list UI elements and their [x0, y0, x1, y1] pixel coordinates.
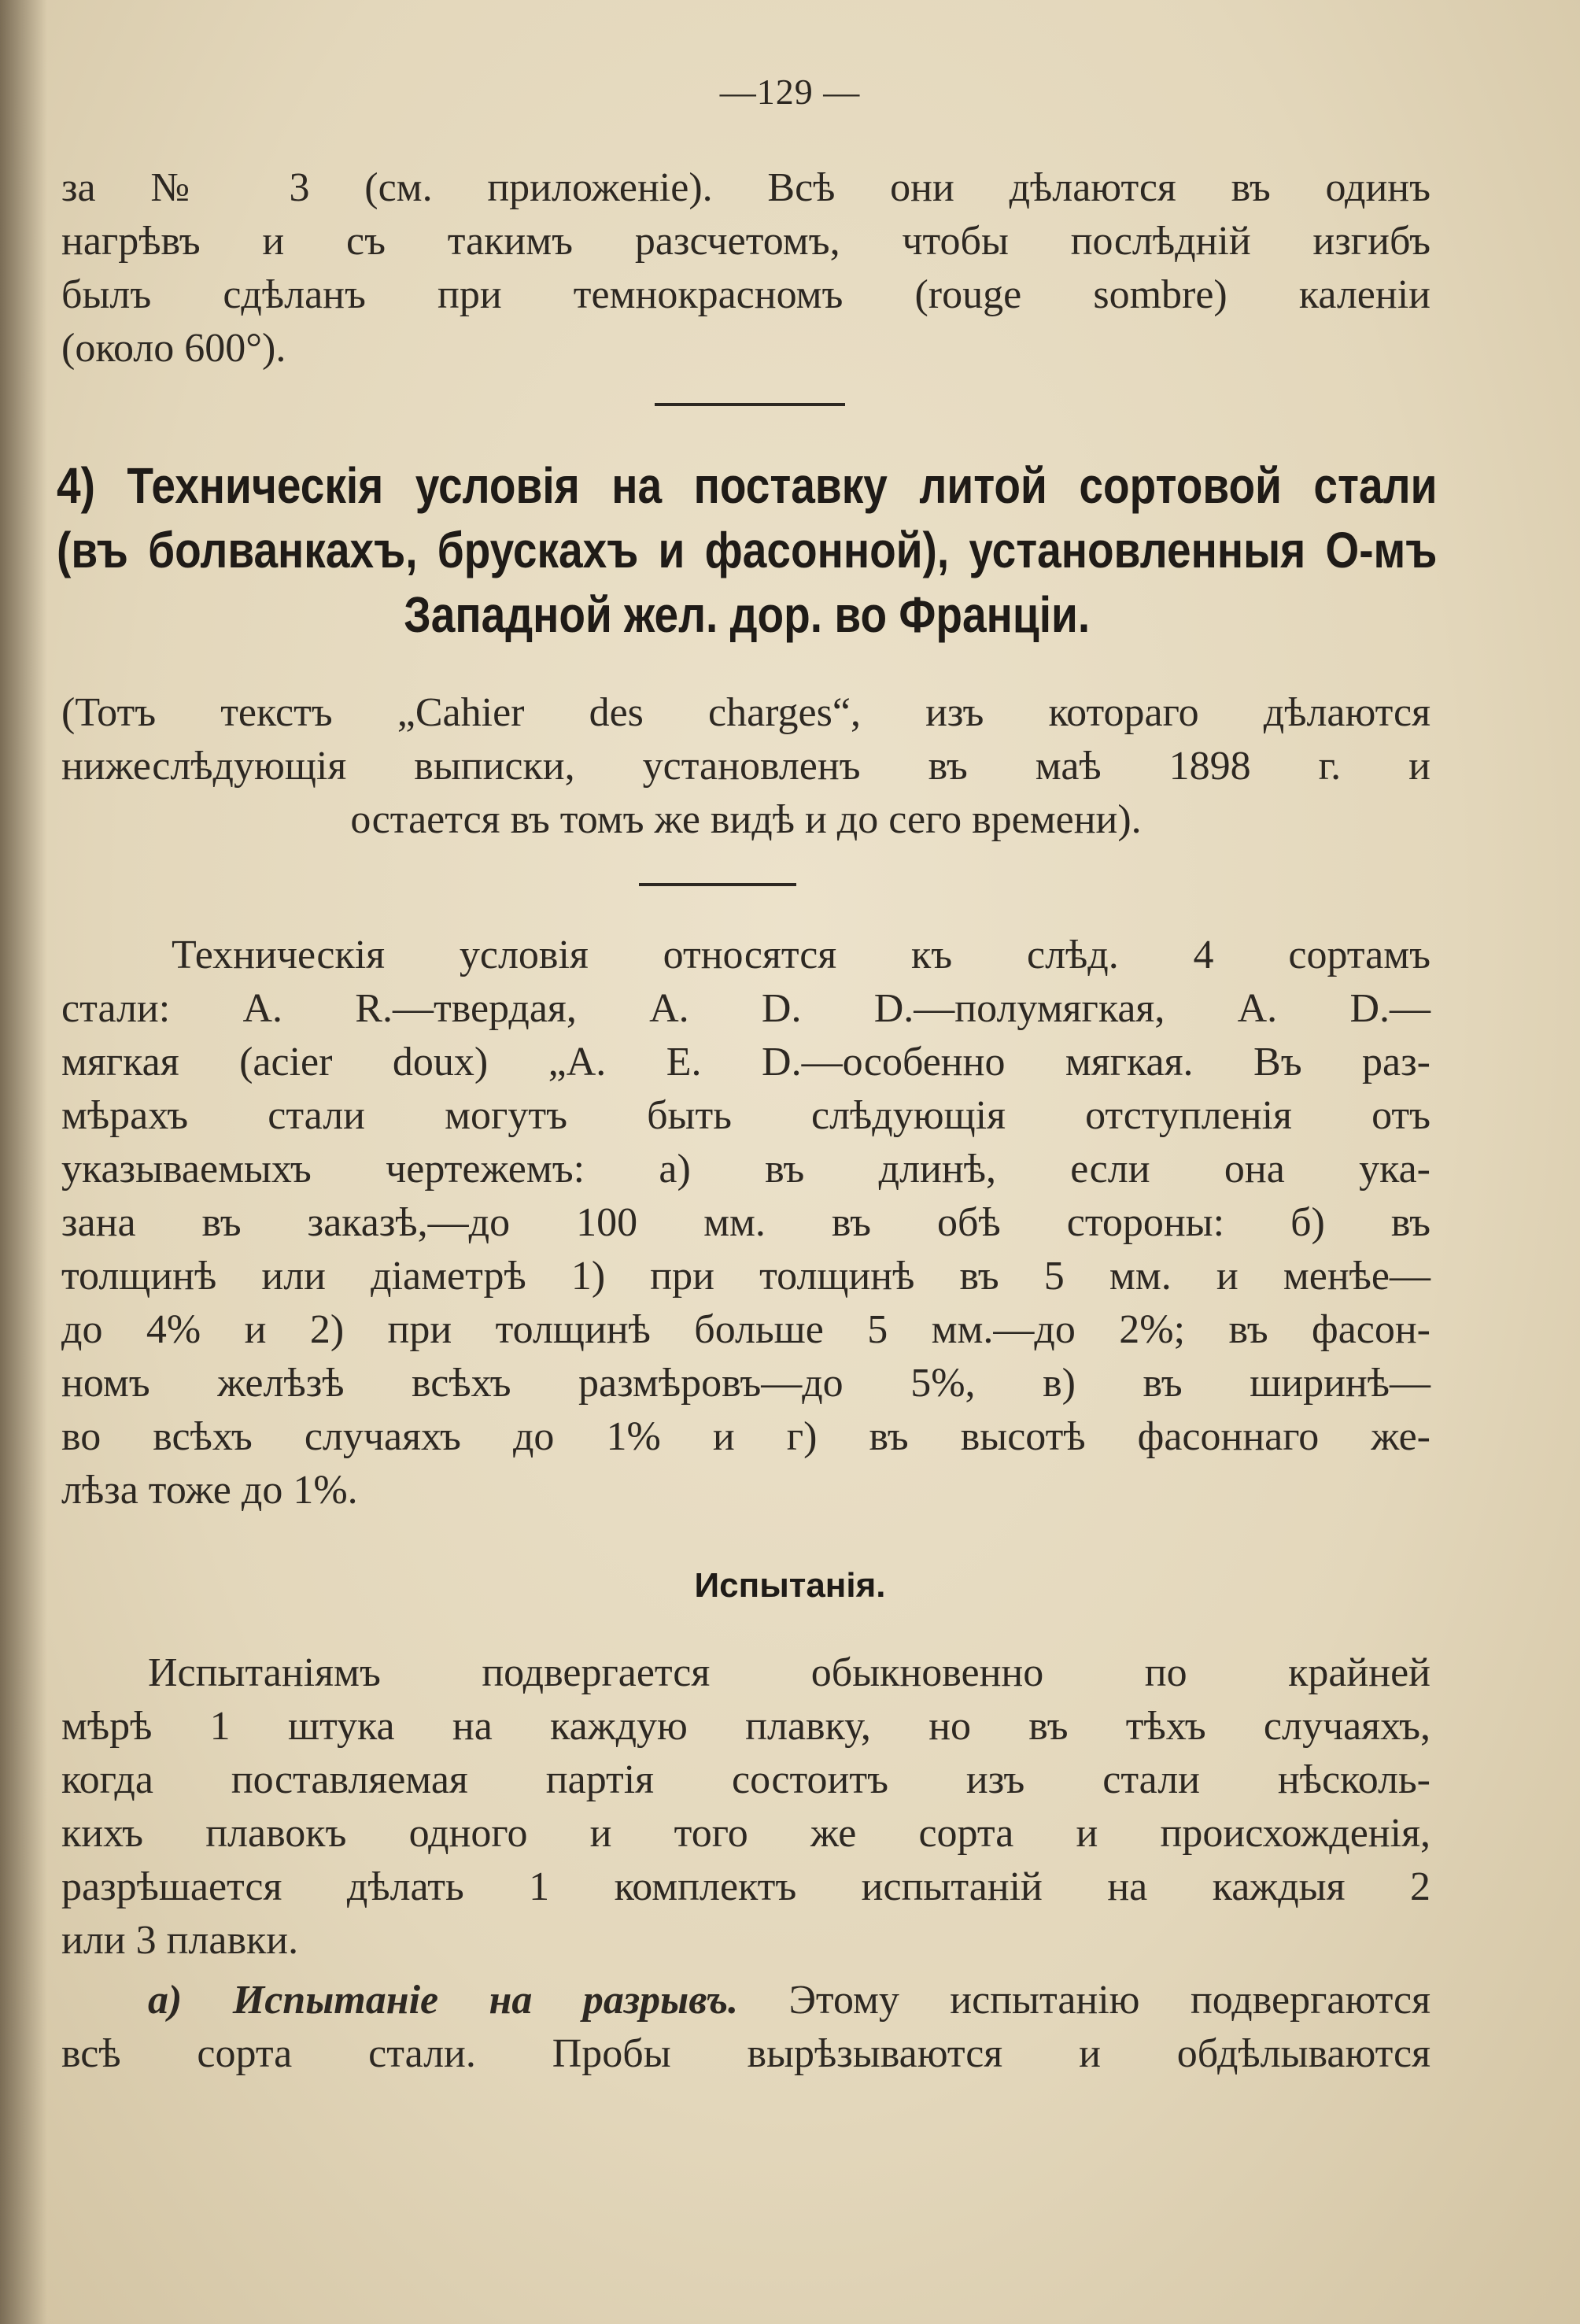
- section-heading: [57, 453, 1438, 647]
- text-line: былъ сдѣланъ при темнокрасномъ (rouge sombre) каленіи: [61, 272, 1430, 317]
- text-line: во всѣхъ случаяхъ до 1% и г) въ высотѣ фасоннаго же-: [61, 1414, 1430, 1459]
- text-line: кихъ плавокъ одного и того же сорта и происхожденія,: [61, 1811, 1430, 1856]
- tensile-test-lead: а) Испытаніе на разрывъ.: [148, 1978, 739, 2023]
- text-line: мѣрахъ стали могутъ быть слѣдующія отступленія отъ: [61, 1093, 1430, 1138]
- text-line: мягкая (acier doux) „A. E. D.—особенно мягкая. Въ раз-: [61, 1040, 1430, 1084]
- text-line: разрѣшается дѣлать 1 комплектъ испытаній на каждыя 2: [61, 1864, 1430, 1909]
- text-line: когда поставляемая партія состоитъ изъ стали нѣсколь-: [61, 1757, 1430, 1802]
- text-line: всѣ сорта стали. Пробы вырѣзываются и обдѣлываются: [61, 2031, 1430, 2076]
- text-line: (около 600°).: [61, 326, 286, 371]
- heading-line: Западной жел. дор. во Франціи.: [404, 586, 1091, 643]
- note-paragraph: [61, 686, 1430, 847]
- tensile-test-text: Этому испытанію подвергаются: [738, 1978, 1430, 2023]
- text-line: зана въ заказѣ,—до 100 мм. въ обѣ стороны: б) въ: [61, 1200, 1430, 1245]
- text-line: (Тотъ текстъ „Cahier des charges“, изъ котораго дѣлаются: [61, 690, 1430, 735]
- text-line: Техническія условія относятся къ слѣд. 4 сортамъ: [172, 933, 1430, 977]
- text-line: толщинѣ или діаметрѣ 1) при толщинѣ въ 5 мм. и менѣе—: [61, 1254, 1430, 1299]
- text-line: указываемыхъ чертежемъ: а) въ длинѣ, если она ука-: [61, 1147, 1430, 1192]
- tests-paragraph: [61, 1646, 1430, 1967]
- text-line: номъ желѣзѣ всѣхъ размѣровъ—до 5%, в) въ ширинѣ—: [61, 1361, 1430, 1406]
- text-line: лѣза тоже до 1%.: [61, 1468, 358, 1513]
- text-line: до 4% и 2) при толщинѣ больше 5 мм.—до 2%; въ фасон-: [61, 1307, 1430, 1352]
- page-number: —129 —: [719, 72, 861, 112]
- text-line: нижеслѣдующія выписки, установленъ въ маѣ 1898 г. и: [61, 744, 1430, 789]
- text-line: мѣрѣ 1 штука на каждую плавку, но въ тѣхъ случаяхъ,: [61, 1704, 1430, 1749]
- text-line: [61, 1974, 1430, 2027]
- text-line: нагрѣвъ и съ такимъ разсчетомъ, чтобы послѣдній изгибъ: [61, 219, 1430, 264]
- main-paragraph: [61, 929, 1430, 1517]
- intro-paragraph: [61, 161, 1430, 375]
- text-line: Испытаніямъ подвергается обыкновенно по крайней: [148, 1650, 1430, 1695]
- subheading-tests: Испытанія.: [694, 1566, 886, 1605]
- text-line: остается въ томъ же видѣ и до сего времени).: [350, 797, 1142, 842]
- section-divider: [655, 403, 845, 406]
- section-divider: [639, 883, 796, 886]
- tensile-test-paragraph: [61, 1974, 1430, 2081]
- page-gutter-shadow: [0, 0, 47, 2324]
- text-line: стали: A. R.—твердая, A. D. D.—полумягкая, A. D.—: [61, 986, 1430, 1031]
- text-line: за № 3 (см. приложеніе). Всѣ они дѣлаются въ одинъ: [61, 165, 1430, 210]
- text-line: или 3 плавки.: [61, 1918, 299, 1963]
- heading-line: 4) Техническія условія на поставку литой сортовой стали: [57, 457, 1438, 514]
- heading-line: (въ болванкахъ, брускахъ и фасонной), установленныя О-мъ: [57, 522, 1438, 578]
